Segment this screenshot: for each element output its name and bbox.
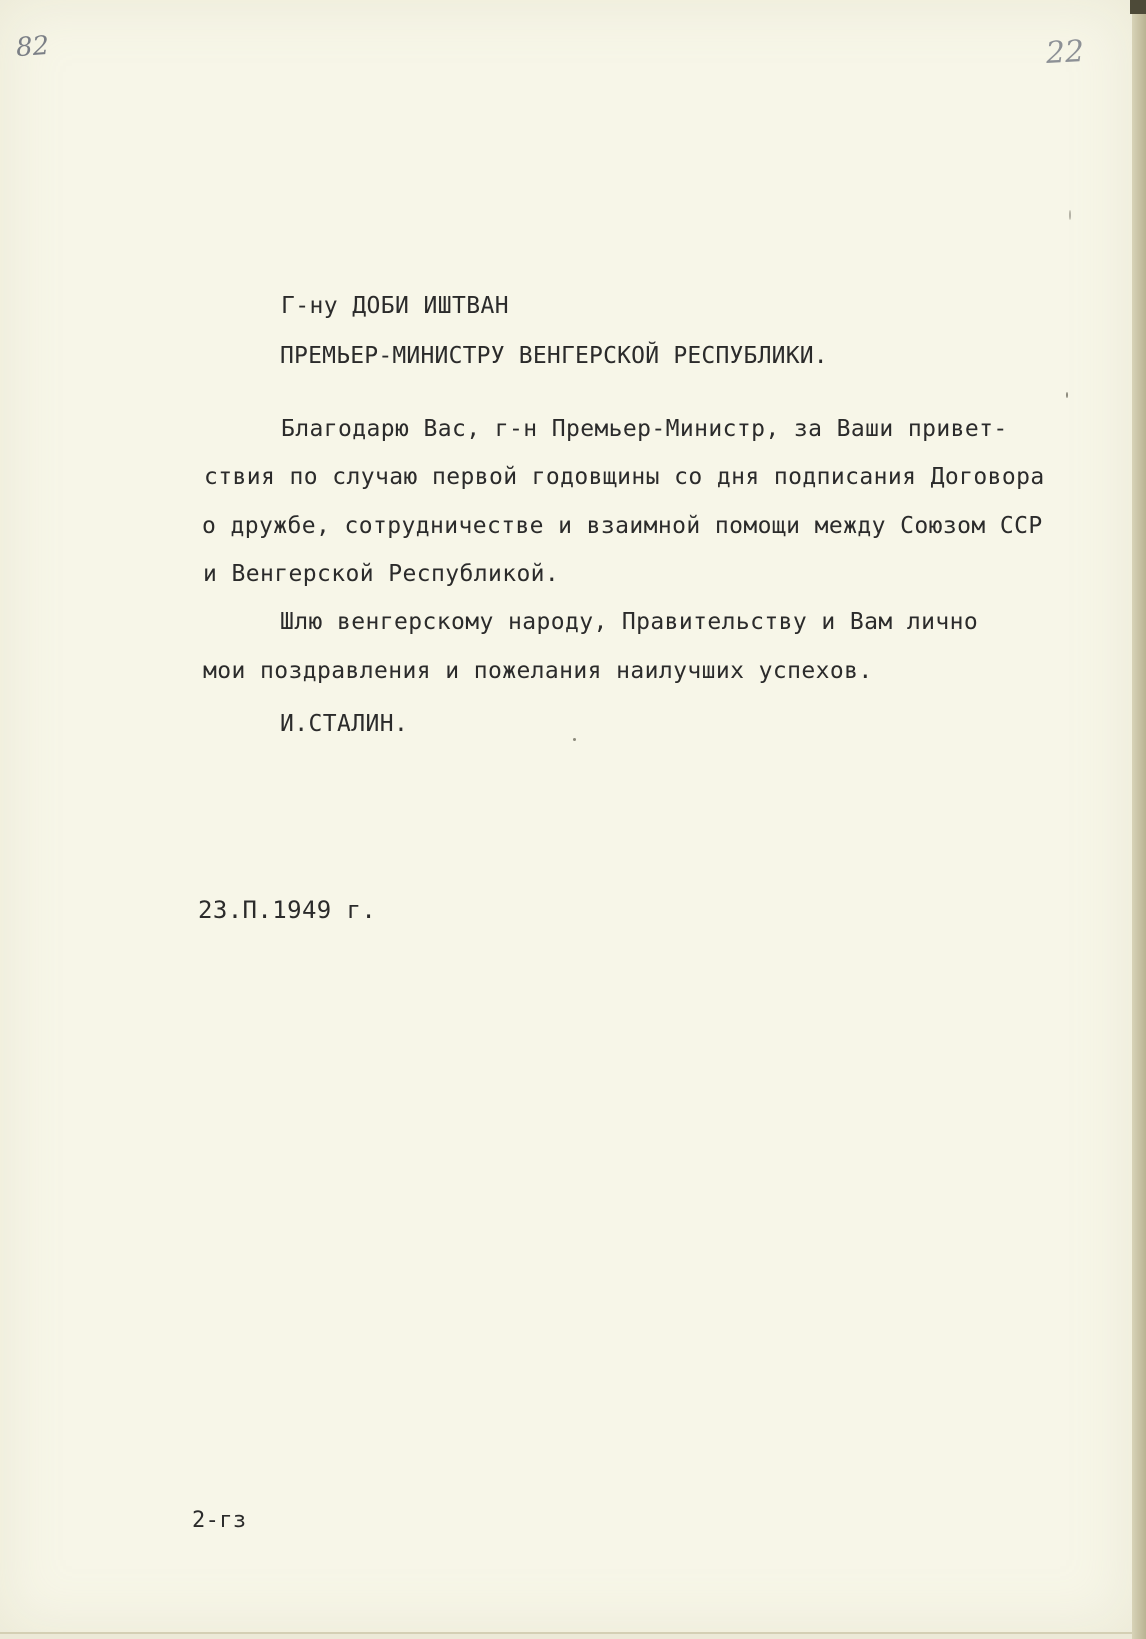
- body-line: и Венгерской Республикой.: [203, 561, 560, 587]
- scan-corner: [1130, 0, 1146, 14]
- body-line: Благодарю Вас, г-н Премьер-Министр, за Ваши привет-: [281, 416, 1008, 442]
- paper-speck: [573, 738, 576, 741]
- body-line: ствия по случаю первой годовщины со дня подписания Договора: [204, 464, 1045, 490]
- letter-date: 23.П.1949 г.: [198, 896, 377, 924]
- addressee-title: ПРЕМЬЕР-МИНИСТРУ ВЕНГЕРСКОЙ РЕСПУБЛИКИ.: [280, 343, 828, 369]
- copy-mark: 2-гз: [192, 1508, 247, 1533]
- addressee-name: Г-ну ДОБИ ИШТВАН: [281, 293, 509, 319]
- handwritten-page-number-left: 82: [14, 30, 51, 64]
- signature: И.СТАЛИН.: [280, 711, 409, 737]
- paper-speck: [1069, 210, 1071, 220]
- body-line: Шлю венгерскому народу, Правительству и Вам лично: [280, 609, 979, 635]
- body-line: о дружбе, сотрудничестве и взаимной помощи между Союзом ССР: [202, 513, 1043, 539]
- paper-speck: [1066, 392, 1068, 398]
- body-line: мои поздравления и пожелания наилучших успехов.: [203, 658, 873, 684]
- scan-edge: [1132, 0, 1146, 1639]
- handwritten-page-number-right: 22: [1045, 34, 1086, 71]
